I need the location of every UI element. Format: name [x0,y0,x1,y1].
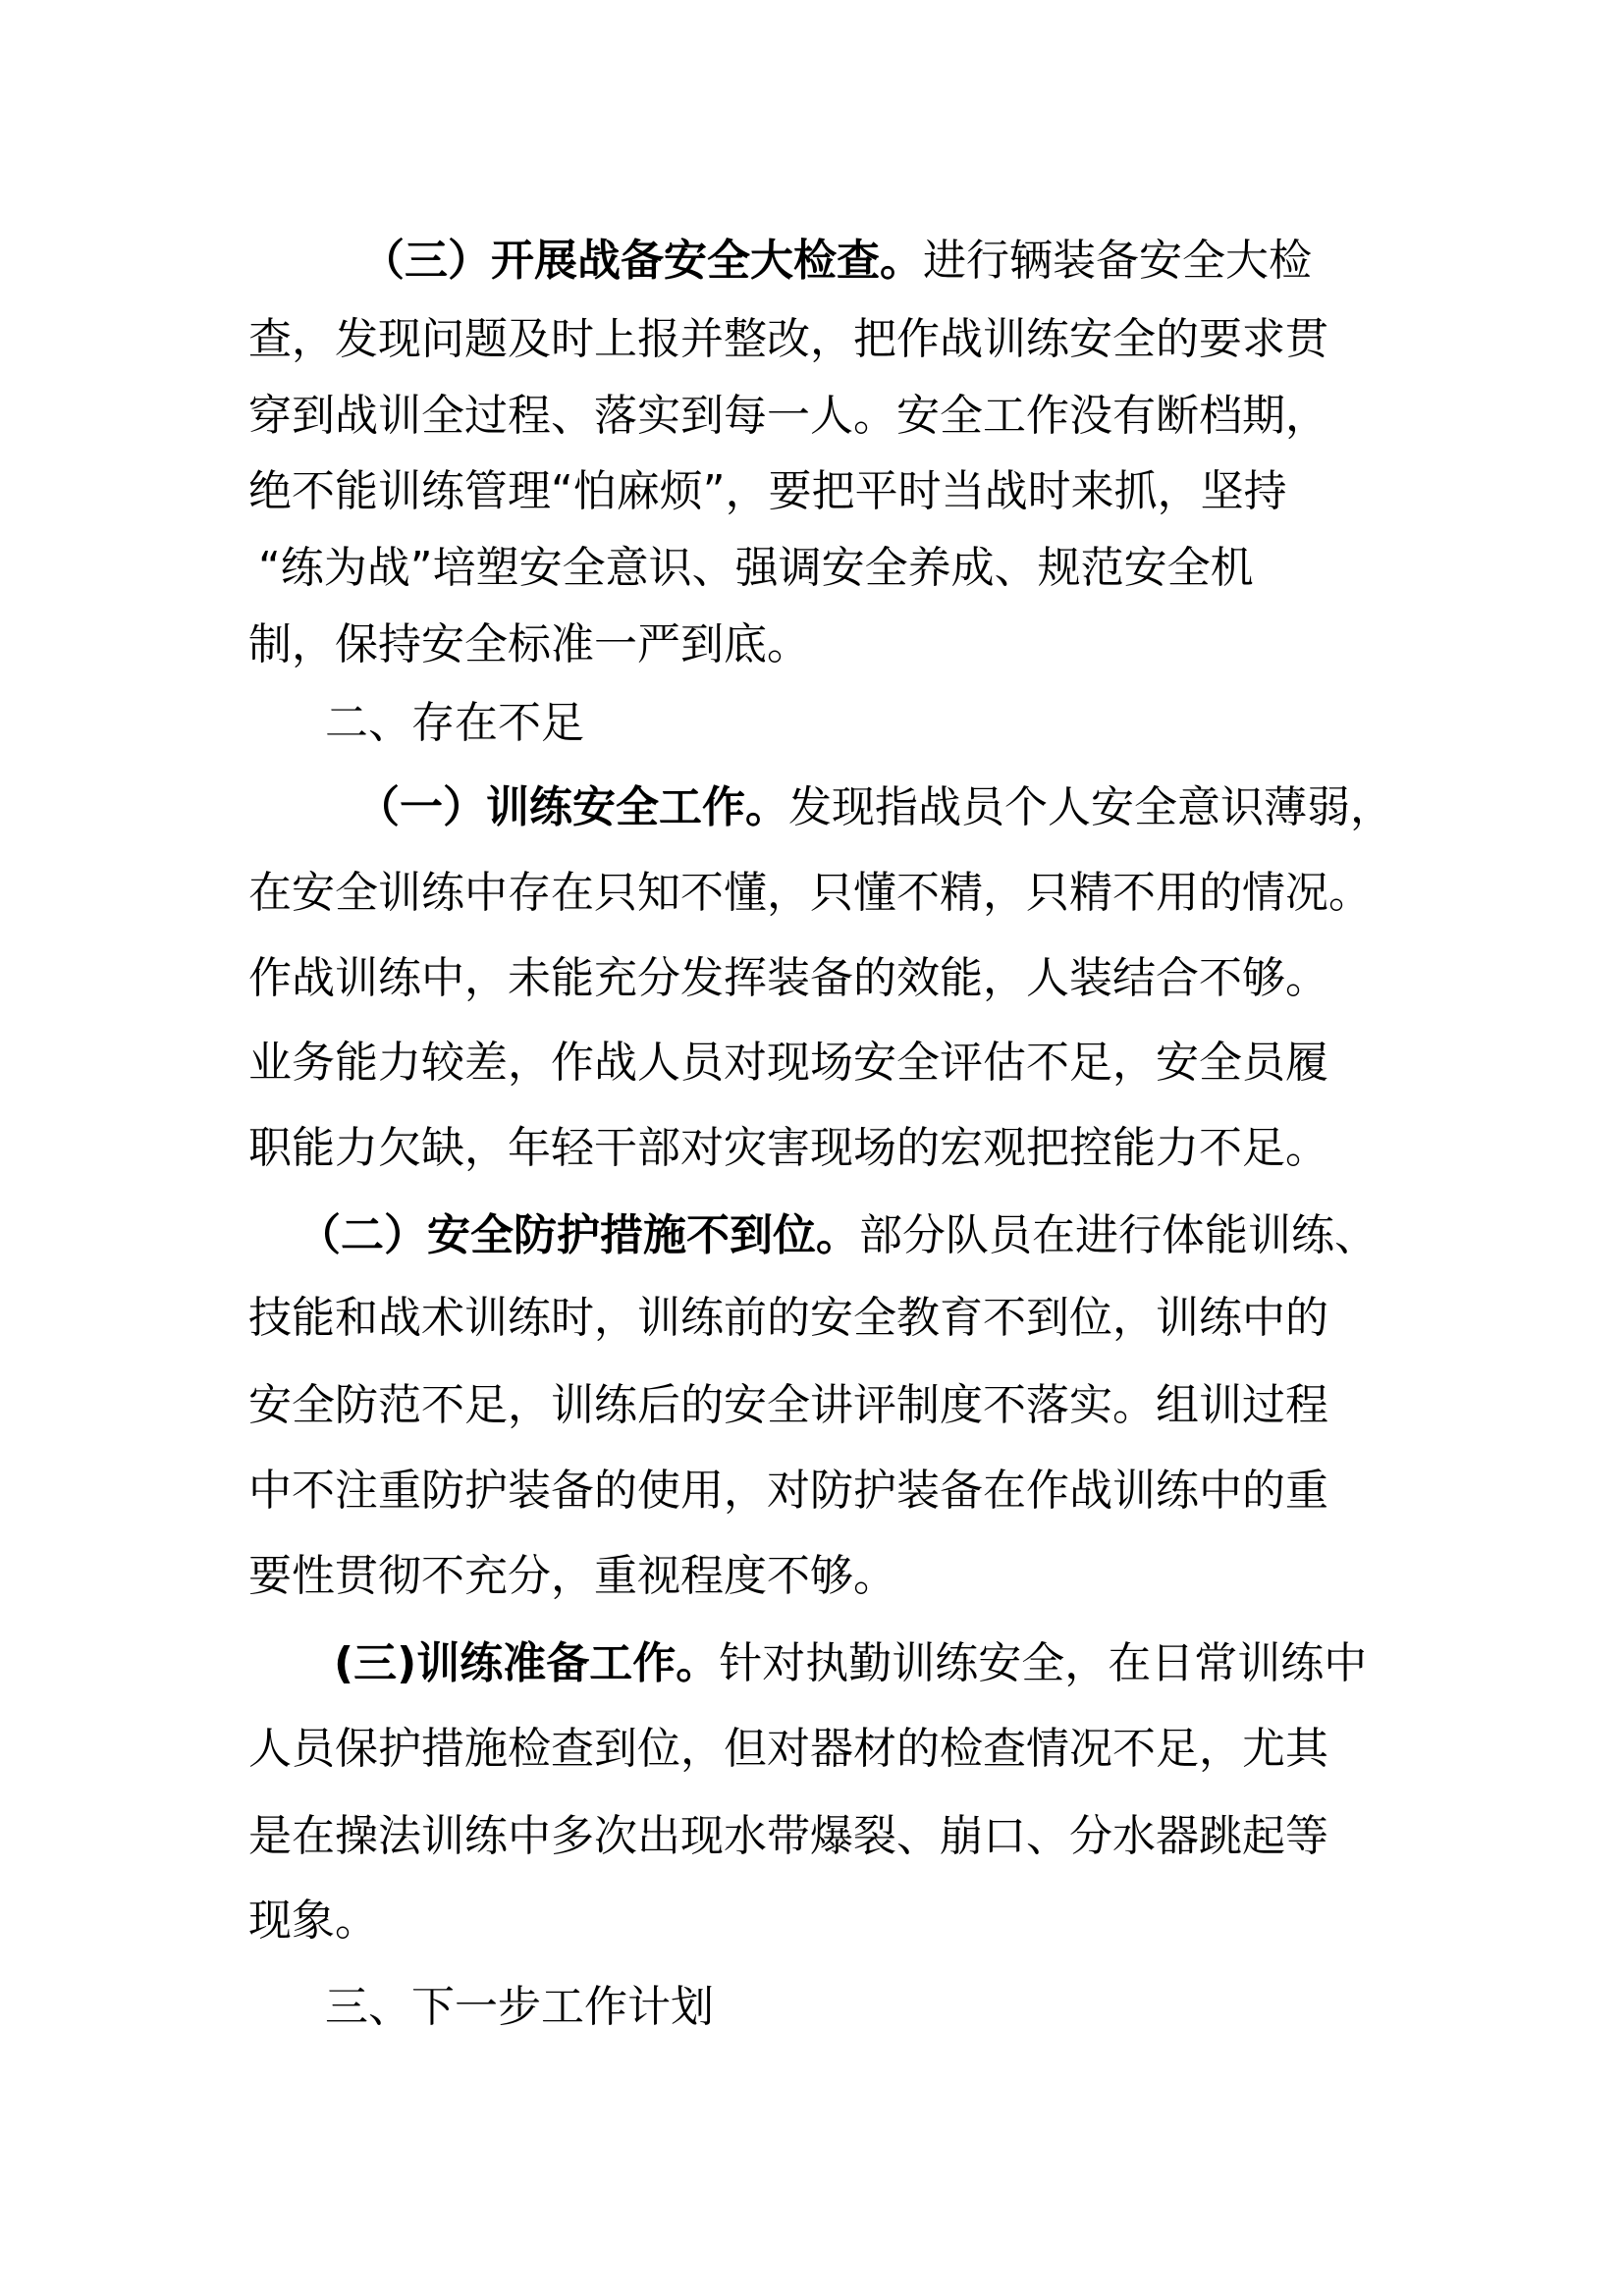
section-heading-bold: （三）开展战备安全大检查。 [361,236,923,286]
paragraph-line: 人员保护措施检查到位，但对器材的检查情况不足，尤其 [248,1724,1328,1774]
paragraph-text: 部分队员在进行体能训练、 [859,1210,1378,1260]
paragraph-text: 进行辆装备安全大检 [923,236,1312,286]
section-heading-bold: （二）安全防护措施不到位。 [298,1210,859,1260]
paragraph-line: 中不注重防护装备的使用，对防护装备在作战训练中的重 [248,1466,1328,1516]
paragraph-line: 技能和战术训练时，训练前的安全教育不到位，训练中的 [248,1293,1328,1343]
paragraph-line: 业务能力较差，作战人员对现场安全评估不足，安全员履 [248,1038,1328,1088]
section-title-deficiencies: 二、存在不足 [325,698,584,748]
paragraph-line: 制，保持安全标准一严到底。 [248,619,810,669]
paragraph-line: 职能力欠缺，年轻干部对灾害现场的宏观把控能力不足。 [248,1123,1328,1173]
paragraph-line: 现象。 [248,1896,378,1946]
paragraph-text: 发现指战员个人安全意识薄弱， [788,782,1393,832]
paragraph-line: 穿到战训全过程、落实到每一人。安全工作没有断档期， [248,391,1328,441]
paragraph-line [298,1208,1378,1263]
paragraph-text: 针对执勤训练安全，在日常训练中 [719,1638,1368,1688]
paragraph-line [361,234,1312,289]
paragraph-line: 安全防范不足，训练后的安全讲评制度不落实。组训过程 [248,1380,1328,1430]
paragraph-line: 要性贯彻不充分，重视程度不够。 [248,1551,896,1601]
paragraph-line: 查，发现问题及时上报并整改，把作战训练安全的要求贯 [248,314,1328,364]
paragraph-line: “练为战”培塑安全意识、强调安全养成、规范安全机 [258,543,1254,593]
paragraph-line: 作战训练中，未能充分发挥装备的效能，人装结合不够。 [248,953,1328,1003]
section-title-next-steps: 三、下一步工作计划 [325,1982,714,2032]
paragraph-line [334,1636,1367,1691]
section-heading-bold: （一）训练安全工作。 [356,782,788,832]
paragraph-line [356,780,1393,835]
paragraph-line: 在安全训练中存在只知不懂，只懂不精，只精不用的情况。 [248,868,1372,918]
paragraph-line: 是在操法训练中多次出现水带爆裂、崩口、分水器跳起等 [248,1811,1328,1861]
paragraph-line: 绝不能训练管理“怕麻烦”，要把平时当战时来抓，坚持 [248,466,1287,516]
section-heading-bold: (三)训练准备工作。 [334,1638,720,1688]
